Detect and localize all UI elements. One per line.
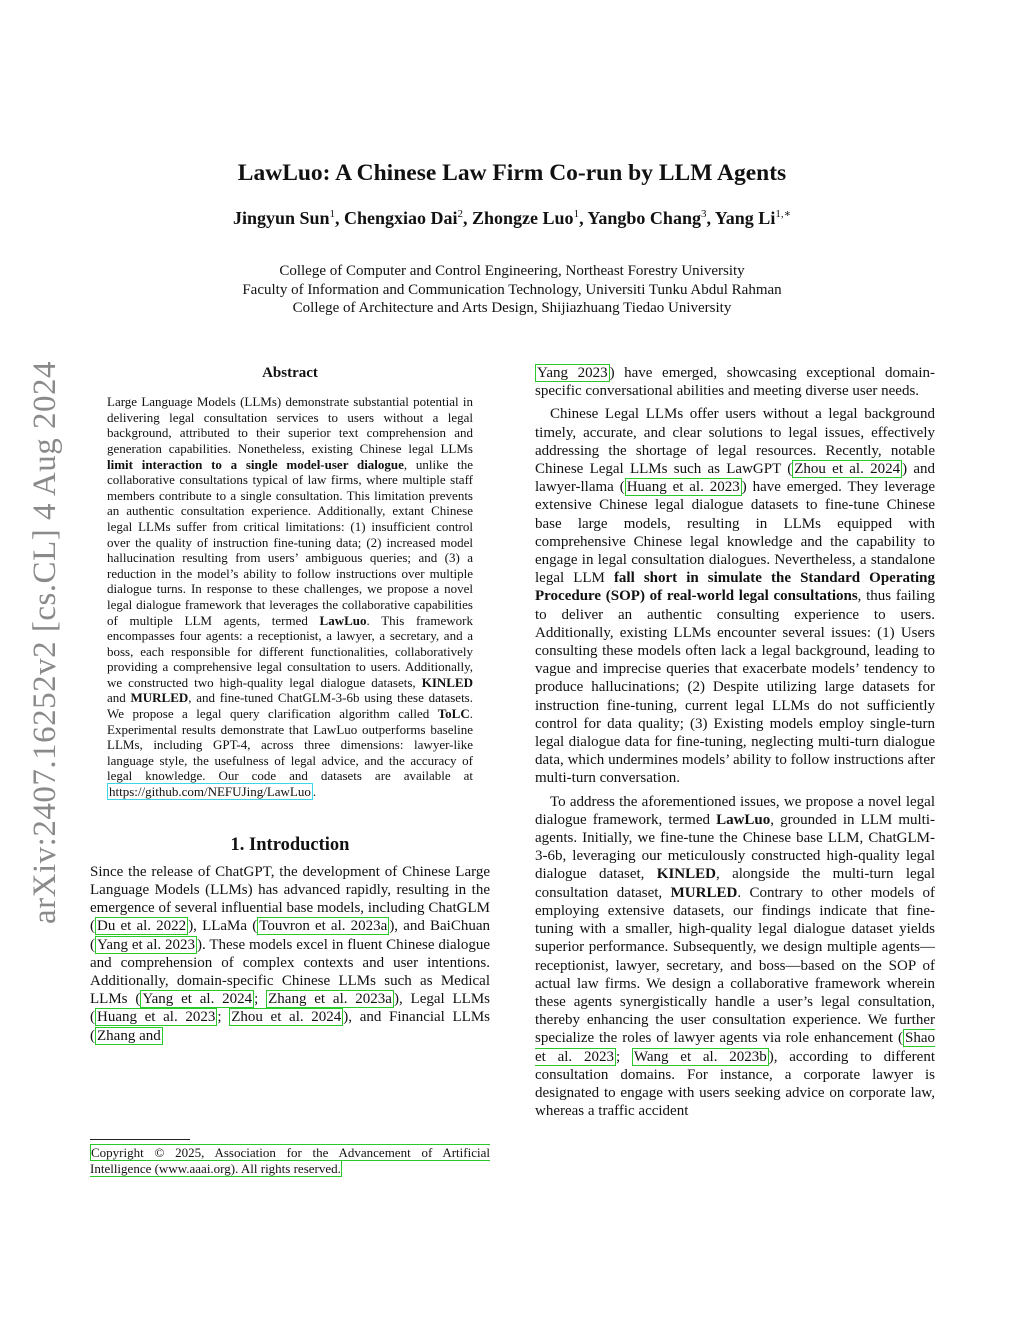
citation-link[interactable]: Zhang and [97, 1027, 161, 1044]
citation-link[interactable]: Zhou et al. 2024 [794, 461, 901, 478]
citation-link[interactable]: Shao et al. 2023 [535, 1030, 935, 1065]
author-name: Zhongze Luo [472, 208, 574, 228]
footnote-rule [90, 1139, 190, 1140]
left-column [90, 364, 490, 1045]
introduction-heading: 1. Introduction [230, 834, 350, 855]
citation-link[interactable]: Zhou et al. 2024 [231, 1009, 342, 1026]
author-affil-mark: 1,∗ [775, 208, 792, 220]
author-name: Jingyun Sun [232, 208, 330, 228]
author-affil-mark: 3 [700, 208, 707, 220]
arxiv-identifier [26, 355, 64, 930]
citation-link[interactable]: Yang et al. 2024 [142, 991, 253, 1008]
body-paragraph: To address the aforementioned issues, we propose a novel legal dialogue framework, termed LawLuo, grounded in LLM multi-agents. Initially, we fine-tune the Chinese base LLM, ChatGLM-3-6b, leveraging our meticulously constructed high-quality legal dialogue dataset, KINLED, alongside the multi-turn legal consultation dataset, MURLED. Contrary to other models of employing extensive datasets, our findings indicate that fine-tuning with a smaller, high-quality legal dialogue dataset yields superior performance. Subsequently, we design multiple agents—receptionist, lawyer, secretary, and boss—based on the SOP of actual law firms. We design a collaborative framework wherein these agents synergistically handle a user’s legal consultation, thereby enhancing the user consultation experience. We further specialize the roles of lawyer agents via role enhancement ( Shao et al. 2023 ; Wang et al. 2023b ), according to different consultation domains. For instance, a corporate lawyer is designated to engage with users seeking advice on corporate law, whereas a traffic accident [535, 793, 936, 1120]
author-affil-mark: 2 [457, 208, 464, 220]
author-name: Chengxiao Dai [344, 208, 458, 228]
citation-link[interactable]: Zhang et al. 2023a [268, 991, 392, 1008]
affiliation: College of Architecture and Arts Design, Shijiazhuang Tiedao University [292, 300, 732, 316]
author-name: Yangbo Chang [587, 208, 701, 228]
author-name: Yang Li [714, 208, 776, 228]
author-affil-mark: 1 [573, 208, 580, 220]
code-repo-link[interactable]: https://github.com/NEFUJing/LawLuo [109, 784, 311, 800]
citation-link[interactable]: Huang et al. 2023 [626, 479, 740, 496]
citation-link[interactable]: Du et al. 2022 [97, 918, 187, 935]
citation-link[interactable]: Touvron et al. 2023a [259, 918, 388, 935]
author-affil-mark: 1 [329, 208, 336, 220]
affiliation-list [0, 262, 1024, 318]
citation-link[interactable]: Yang et al. 2023 [97, 936, 196, 953]
affiliation: College of Computer and Control Engineering, Northeast Forestry University [279, 263, 745, 279]
abstract-heading: Abstract [262, 365, 318, 381]
arxiv-id-text: arXiv:2407.16252v2 [cs.CL] 4 Aug 2024 [26, 361, 63, 924]
abstract-body: Large Language Models (LLMs) demonstrate substantial potential in delivering legal consultation services to users without a legal background, attributed to their superior text comprehension and generation capabilities. Nonetheless, existing Chinese legal LLMs limit interaction to a single model-user dialogue, unlike the collaborative consultations typical of law firms, where multiple staff members contribute to a single consultation. This limitation prevents an authentic consultation experience. Additionally, extant Chinese legal LLMs suffer from critical limitations: (1) insufficient control over the quality of instruction fine-tuning data; (2) increased model hallucination resulting from users’ ambiguous queries; and (3) a reduction in the model’s ability to follow instructions over multiple dialogue turns. In response to these challenges, we propose a novel legal dialogue framework that leverages the collaborative capabilities of multiple LLM agents, termed LawLuo. This framework encompasses four agents: a receptionist, a lawyer, a secretary, and a boss, each responsible for different functionalities, collaboratively providing a comprehensive legal consultation to users. Additionally, we constructed two high-quality legal dialogue datasets, KINLED and MURLED, and fine-tuned ChatGLM-3-6b using these datasets. We propose a legal query clarification algorithm called ToLC. Experimental results demonstrate that LawLuo outperforms baseline LLMs, including GPT-4, across three dimensions: lawyer-like language style, the usefulness of legal advice, and the accuracy of legal knowledge. Our code and datasets are available at https://github.com/NEFUJing/LawLuo . [107, 394, 474, 800]
copyright-text[interactable]: Copyright © 2025, Association for the Advancement of Artificial Intelligence (www.aaai.org). All rights reserved. [90, 1145, 490, 1176]
citation-link[interactable]: Huang et al. 2023 [97, 1009, 216, 1026]
affiliation: Faculty of Information and Communication Technology, Universiti Tunku Abdul Rahman [242, 281, 782, 298]
paper-title: LawLuo: A Chinese Law Firm Co-run by LLM Agents [237, 160, 787, 186]
citation-link[interactable]: Wang et al. 2023b [633, 1048, 767, 1065]
introduction-paragraph: Since the release of ChatGPT, the development of Chinese Large Language Models (LLMs) has advanced rapidly, resulting in the emergence of several influential base models, including ChatGLM ( Du et al. 2022 ), LLaMa ( Touvron et al. 2023a ), and BaiChuan ( Yang et al. 2023 ). These models excel in fluent Chinese dialogue and comprehension of complex contexts and user intentions. Additionally, domain-specific Chinese LLMs such as Medical LLMs ( Yang et al. 2024 ; Zhang et al. 2023a ), Legal LLMs ( Huang et al. 2023 ; Zhou et al. 2024 ), and Financial LLMs ( Zhang and [90, 863, 491, 1044]
citation-link[interactable]: Yang 2023 [537, 365, 608, 381]
right-column [535, 364, 935, 1120]
body-paragraph: Yang 2023 ) have emerged, showcasing exceptional domain-specific conversational abilities and meeting diverse user needs. [535, 365, 935, 400]
copyright-footnote [90, 1145, 490, 1177]
author-list: Jingyun Sun$^1$, Chengxiao Dai$^2$, Zhongze Luo$^1$, Yangbo Chang$^3$, Yang $Li^{1,∗}$ [232, 208, 792, 228]
body-paragraph: Chinese Legal LLMs offer users without a legal background timely, accurate, and clear solutions to legal issues, effectively addressing the shortage of legal resources. Recently, notable Chinese Legal LLMs such as LawGPT ( Zhou et al. 2024 ) and lawyer-llama ( Huang et al. 2023 ) have emerged. They leverage extensive Chinese legal dialogue datasets to fine-tune Chinese base large models, resulting in LLMs equipped with comprehensive Chinese legal knowledge and the capability to engage in legal consultation dialogues. Nevertheless, a standalone legal LLM fall short in simulate the Standard Operating Procedure (SOP) of real-world legal consultations, thus failing to deliver an authentic consulting experience to users. Additionally, existing LLMs encounter several issues: (1) Users consulting these models often lack a legal background, leading to vague and imprecise queries that exacerbate models’ tendency to produce hallucinations; (2) Despite utilizing large datasets for instruction fine-tuning, current legal LLMs do not sufficiently control for data quality; (3) Existing models employ single-turn legal dialogue data for fine-tuning, neglecting multi-turn dialogue data, which undermines models’ ability to follow instructions after multi-turn conversation. [535, 406, 935, 787]
